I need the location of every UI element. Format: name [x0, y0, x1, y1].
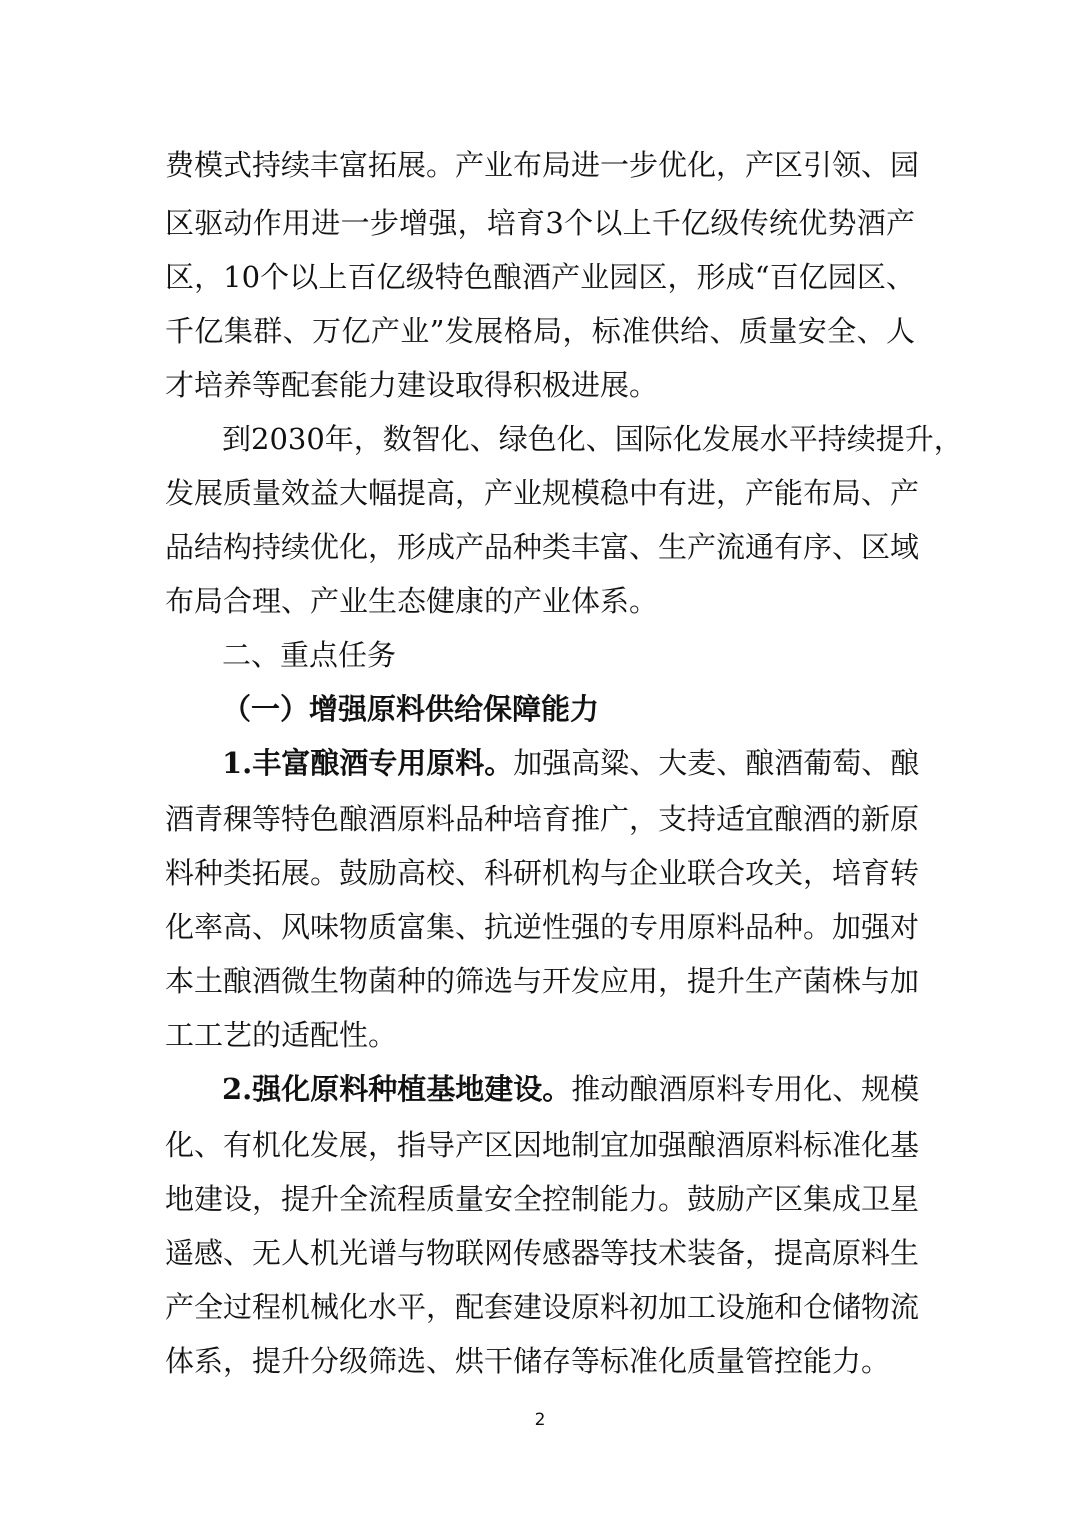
paragraph-1-line-1: 费模式持续丰富拓展。产业布局进一步优化，产区引领、园 [165, 148, 920, 182]
paragraph-1-line-3: 区，10个以上百亿级特色酿酒产业园区，形成“百亿园区、 [165, 260, 915, 294]
item-1-line-3: 料种类拓展。鼓励高校、科研机构与企业联合攻关，培育转 [165, 856, 920, 890]
paragraph-1-line-5: 才培养等配套能力建设取得积极进展。 [165, 368, 659, 402]
item-1-line-2: 酒青稞等特色酿酒原料品种培育推广，支持适宜酿酒的新原 [165, 802, 920, 836]
item-2-line-5: 产全过程机械化水平，配套建设原料初加工设施和仓储物流 [165, 1290, 920, 1324]
item-2-title: 2.强化原料种植基地建设。 [222, 1072, 572, 1106]
item-1-line-5: 本土酿酒微生物菌种的筛选与开发应用，提升生产菌株与加 [165, 964, 920, 998]
paragraph-2-line-2: 发展质量效益大幅提高，产业规模稳中有进，产能布局、产 [165, 476, 920, 510]
paragraph-1-line-4: 千亿集群、万亿产业”发展格局，标准供给、质量安全、人 [165, 314, 915, 348]
item-2-line-4: 遥感、无人机光谱与物联网传感器等技术装备，提高原料生 [165, 1236, 920, 1270]
section-heading: 二、重点任务 [222, 638, 397, 672]
item-2-first-line [222, 1060, 920, 1118]
subsection-heading: （一）增强原料供给保障能力 [222, 692, 600, 726]
paragraph-2-line-1: 到2030年，数智化、绿色化、国际化发展水平持续提升， [222, 422, 963, 456]
paragraph-1-line-2: 区驱动作用进一步增强，培育3个以上千亿级传统优势酒产 [165, 206, 915, 240]
item-2-first-line-text: 推动酿酒原料专用化、规模 [571, 1072, 920, 1106]
item-1-line-6: 工工艺的适配性。 [165, 1018, 398, 1052]
item-1-first-line [222, 734, 920, 792]
item-1-line-4: 化率高、风味物质富集、抗逆性强的专用原料品种。加强对 [165, 910, 920, 944]
page-number: 2 [534, 1410, 546, 1430]
item-2-line-6: 体系，提升分级筛选、烘干储存等标准化质量管控能力。 [165, 1344, 891, 1378]
item-1-first-line-text: 加强高粱、大麦、酿酒葡萄、酿 [513, 746, 920, 780]
item-1-title: 1.丰富酿酒专用原料。 [222, 746, 514, 780]
paragraph-2-line-4: 布局合理、产业生态健康的产业体系。 [165, 584, 659, 618]
paragraph-2-line-3: 品结构持续优化，形成产品种类丰富、生产流通有序、区域 [165, 530, 920, 564]
item-2-line-3: 地建设，提升全流程质量安全控制能力。鼓励产区集成卫星 [165, 1182, 920, 1216]
item-2-line-2: 化、有机化发展，指导产区因地制宜加强酿酒原料标准化基 [165, 1128, 920, 1162]
